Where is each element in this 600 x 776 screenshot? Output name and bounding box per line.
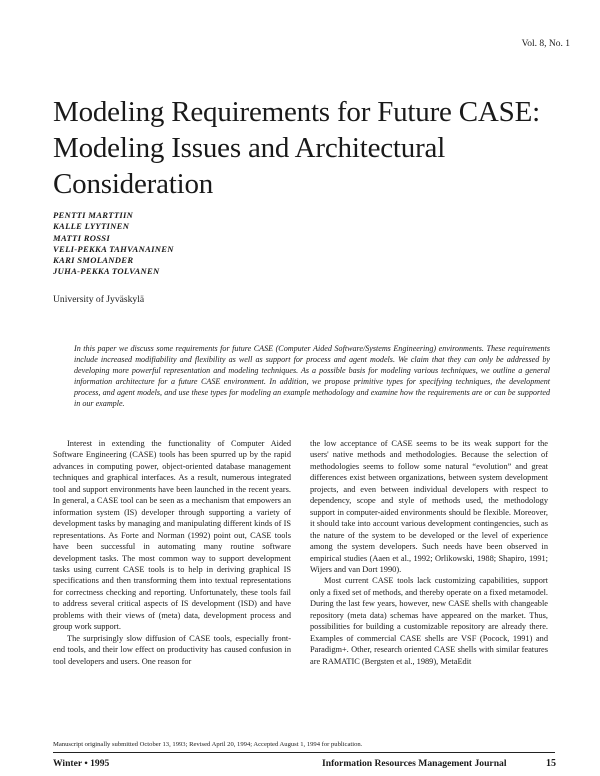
paper-title: Modeling Requirements for Future CASE: Modeling Issues and Architectural Consideration	[53, 96, 540, 200]
author: KARI SMOLANDER	[53, 255, 134, 266]
paragraph: The surprisingly slow diffusion of CASE tools, especially front-end tools, and their low effect on productivity has caused confusion in tool developers and users. One reason for	[53, 633, 291, 666]
author: PENTTI MARTTIIN	[53, 210, 134, 220]
paragraph: Most current CASE tools lack customizing capabilities, support only a fixed set of methods, and thereby operate on a fixed metamodel. During the last few years, however, new CASE shells with changeable repository (meta data) schemas have appeared on the market. Thus, possibilities for building a customizable repository are already there. Examples of commercial CASE shells are VSF (Pocock, 1991) and Paradigm+. Other, research oriented CASE shells with similar features are RAMATIC (Bergsten et al., 1989), MetaEdit	[310, 576, 548, 666]
body-column-left	[53, 438, 291, 667]
footer-journal: Information Resources Management Journal	[322, 758, 507, 769]
volume-label: Vol. 8, No. 1	[521, 39, 570, 49]
author-list	[53, 210, 174, 278]
author: VELI-PEKKA TAHVANAINEN	[53, 243, 174, 254]
author: KALLE LYYTINEN	[53, 221, 130, 232]
affiliation: University of Jyväskylä	[53, 294, 145, 305]
author: JUHA-PEKKA TOLVANEN	[53, 266, 160, 277]
page-number: 15	[546, 758, 556, 769]
body-column-right	[310, 438, 548, 667]
paragraph: the low acceptance of CASE seems to be its weak support for the users' native methods and methodologies. Because the selection of methodologies seems to follow some natural “evolution” and great differences exist between organizations, between system development projects, and even between individual developers with respect to dependency, scope and style of methods used, the methodology support in computer-aided environments should be flexible. Moreover, it should take into account various development contingencies, such as the nature of the system to be developed or the level of experience among the system developers. Such needs have been observed in empirical studies (Aaen et al., 1992; Orlikowski, 1988; Shapiro, 1991; Wijers and van Dort 1990).	[310, 439, 548, 574]
paragraph: Interest in extending the functionality of Computer Aided Software Engineering (CASE) tools has been spurred up by the rapid advances in computing power, object-oriented database management techniques and graphical interfaces. As a result, numerous integrated tool and support environments have been launched in the recent years. In general, a CASE tool can be seen as a mechanism that empowers an information system (IS) developer through supporting a variety of development tasks by managing and manipulating different kinds of IS representations. As Forte and Norman (1992) point out, CASE tools have been successful in automating many routine software development tasks. The most common way to support development tasks using current CASE tools is to help in deriving graphical IS specifications and then transforming them into textual representations for correctness checking and reporting. Unfortunately, these tools fail to address several critical aspects of IS development (ISD) and have problems with their views of (meta) data, development process and group work support.	[53, 439, 291, 632]
footer-divider	[53, 752, 555, 753]
manuscript-footnote: Manuscript originally submitted October 13, 1993; Revised April 20, 1994; Accepted August 1, 1994 for publication.	[53, 741, 363, 748]
footer-issue: Winter • 1995	[53, 758, 110, 769]
abstract: In this paper we discuss some requirements for future CASE (Computer Aided Software/Systems Engineering) environments. These requirements include increased modifiability and flexibility as well as support for process and agent models. We claim that they can only be addressed by developing more powerful representation and modeling techniques. As a possible basis for modeling various techniques, we outline a general information architecture for a future CASE environment. In addition, we propose primitive types for specifying techniques, the development process, and agent models, and use these types for modeling an example methodology and examine how the requirements are or can be supported in our example.	[74, 344, 550, 409]
author: MATTI ROSSI	[53, 232, 111, 243]
